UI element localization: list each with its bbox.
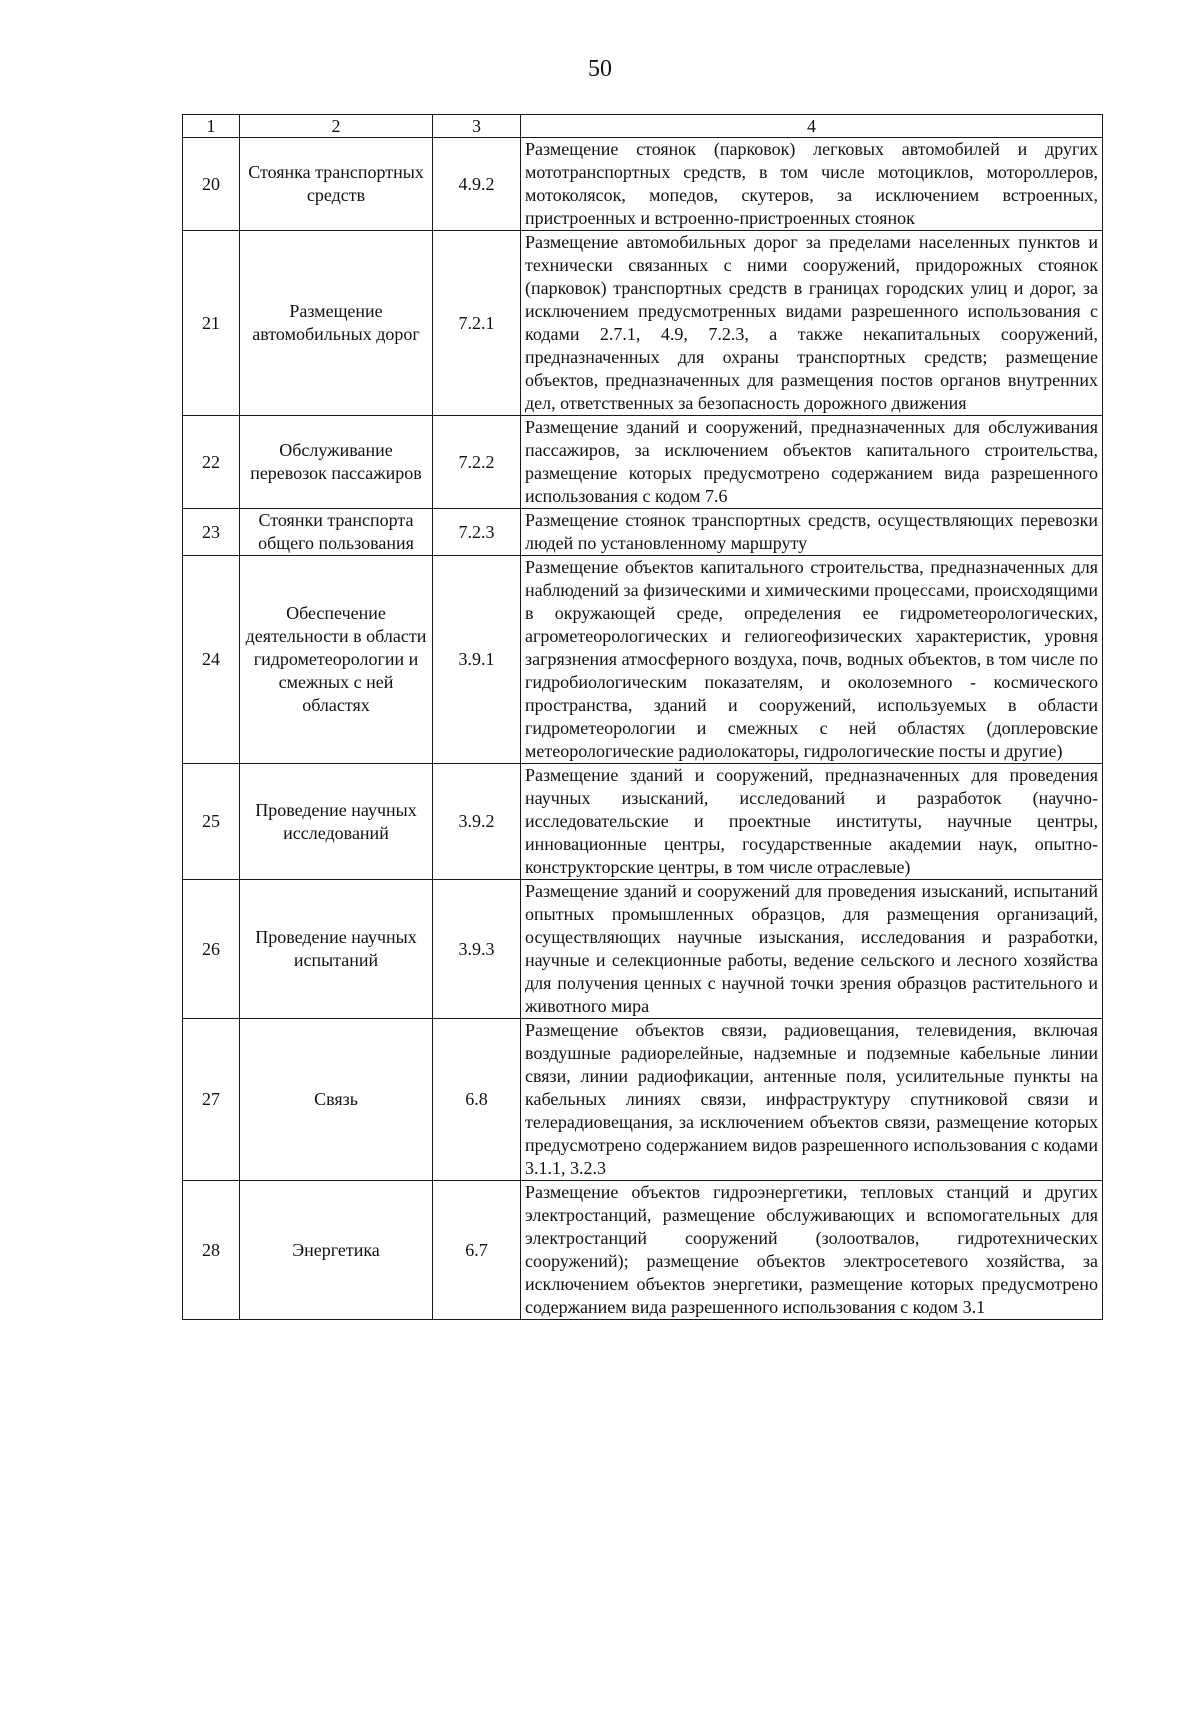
page-number: 50: [588, 56, 612, 82]
row-number: 24: [183, 556, 240, 764]
column-number-row: [183, 115, 1103, 138]
table-row: [183, 764, 1103, 880]
table-row: [183, 138, 1103, 231]
table-row: [183, 880, 1103, 1019]
use-type-description: Размещение объектов гидроэнергетики, тепловых станций и других электростанций, размещение обслуживающих и вспомогательных для электростанций сооружений (золоотвалов, гидротехнических сооружений); размещение объектов электросетевого хозяйства, за исключением объектов энергетики, размещение которых предусмотрено содержанием вида разрешенного использования с кодом 3.1: [521, 1181, 1103, 1320]
row-number: 22: [183, 416, 240, 509]
row-number: 26: [183, 880, 240, 1019]
table-row: [183, 509, 1103, 556]
table-row: [183, 1181, 1103, 1320]
column-header: 4: [521, 115, 1103, 138]
row-number: 21: [183, 231, 240, 416]
table-row: [183, 1019, 1103, 1181]
use-type-name: Размещение автомобильных дорог: [240, 231, 433, 416]
use-type-description: Размещение объектов связи, радиовещания, телевидения, включая воздушные радиорелейные, надземные и подземные кабельные линии связи, линии радиофикации, антенные поля, усилительные пункты на кабельных линиях связи, инфраструктуру спутниковой связи и телерадиовещания, за исключением объектов связи, размещение которых предусмотрено содержанием видов разрешенного использования с кодами 3.1.1, 3.2.3: [521, 1019, 1103, 1181]
use-type-code: 6.8: [433, 1019, 521, 1181]
column-header: 1: [183, 115, 240, 138]
use-type-description: Размещение зданий и сооружений для проведения изысканий, испытаний опытных промышленных образцов, для размещения организаций, осуществляющих научные изыскания, исследования и разработки, научные и селекционные работы, ведение сельского и лесного хозяйства для получения ценных с научной точки зрения образцов растительного и животного мира: [521, 880, 1103, 1019]
use-type-description: Размещение зданий и сооружений, предназначенных для обслуживания пассажиров, за исключением объектов капитального строительства, размещение которых предусмотрено содержанием вида разрешенного использования с кодом 7.6: [521, 416, 1103, 509]
row-number: 23: [183, 509, 240, 556]
use-type-code: 3.9.3: [433, 880, 521, 1019]
use-type-name: Стоянки транспорта общего пользования: [240, 509, 433, 556]
column-header: 3: [433, 115, 521, 138]
row-number: 25: [183, 764, 240, 880]
table-row: [183, 556, 1103, 764]
table-row: [183, 231, 1103, 416]
use-type-name: Проведение научных испытаний: [240, 880, 433, 1019]
row-number: 28: [183, 1181, 240, 1320]
row-number: 20: [183, 138, 240, 231]
use-type-code: 3.9.2: [433, 764, 521, 880]
use-type-name: Стоянка транспортных средств: [240, 138, 433, 231]
use-type-name: Обеспечение деятельности в области гидрометеорологии и смежных с ней областях: [240, 556, 433, 764]
use-type-code: 6.7: [433, 1181, 521, 1320]
use-type-code: 7.2.2: [433, 416, 521, 509]
use-type-name: Обслуживание перевозок пассажиров: [240, 416, 433, 509]
use-type-description: Размещение зданий и сооружений, предназначенных для проведения научных изысканий, исследований и разработок (научно-исследовательские и проектные институты, научные центры, инновационные центры, государственные академии наук, опытно-конструкторские центры, в том числе отраслевые): [521, 764, 1103, 880]
use-type-description: Размещение объектов капитального строительства, предназначенных для наблюдений за физическими и химическими процессами, происходящими в окружающей среде, определения ее гидрометеорологических, агрометеорологических и гелиогеофизических характеристик, уровня загрязнения атмосферного воздуха, почв, водных объектов, в том числе по гидробиологическим показателям, и околоземного - космического пространства, зданий и сооружений, используемых в области гидрометеорологии и смежных с ней областях (доплеровские метеорологические радиолокаторы, гидрологические посты и другие): [521, 556, 1103, 764]
row-number: 27: [183, 1019, 240, 1181]
land-use-table: [182, 114, 1103, 1320]
use-type-description: Размещение автомобильных дорог за пределами населенных пунктов и технически связанных с ними сооружений, придорожных стоянок (парковок) транспортных средств в границах городских улиц и дорог, за исключением предусмотренных видами разрешенного использования с кодами 2.7.1, 4.9, 7.2.3, а также некапитальных сооружений, предназначенных для охраны транспортных средств; размещение объектов, предназначенных для размещения постов органов внутренних дел, ответственных за безопасность дорожного движения: [521, 231, 1103, 416]
use-type-description: Размещение стоянок (парковок) легковых автомобилей и других мототранспортных средств, в том числе мотоциклов, мотороллеров, мотоколясок, мопедов, скутеров, за исключением встроенных, пристроенных и встроенно-пристроенных стоянок: [521, 138, 1103, 231]
table-row: [183, 416, 1103, 509]
use-type-code: 7.2.1: [433, 231, 521, 416]
use-type-name: Энергетика: [240, 1181, 433, 1320]
use-type-description: Размещение стоянок транспортных средств, осуществляющих перевозки людей по установленному маршруту: [521, 509, 1103, 556]
use-type-code: 7.2.3: [433, 509, 521, 556]
use-type-code: 4.9.2: [433, 138, 521, 231]
column-header: 2: [240, 115, 433, 138]
use-type-code: 3.9.1: [433, 556, 521, 764]
use-type-name: Проведение научных исследований: [240, 764, 433, 880]
use-type-name: Связь: [240, 1019, 433, 1181]
